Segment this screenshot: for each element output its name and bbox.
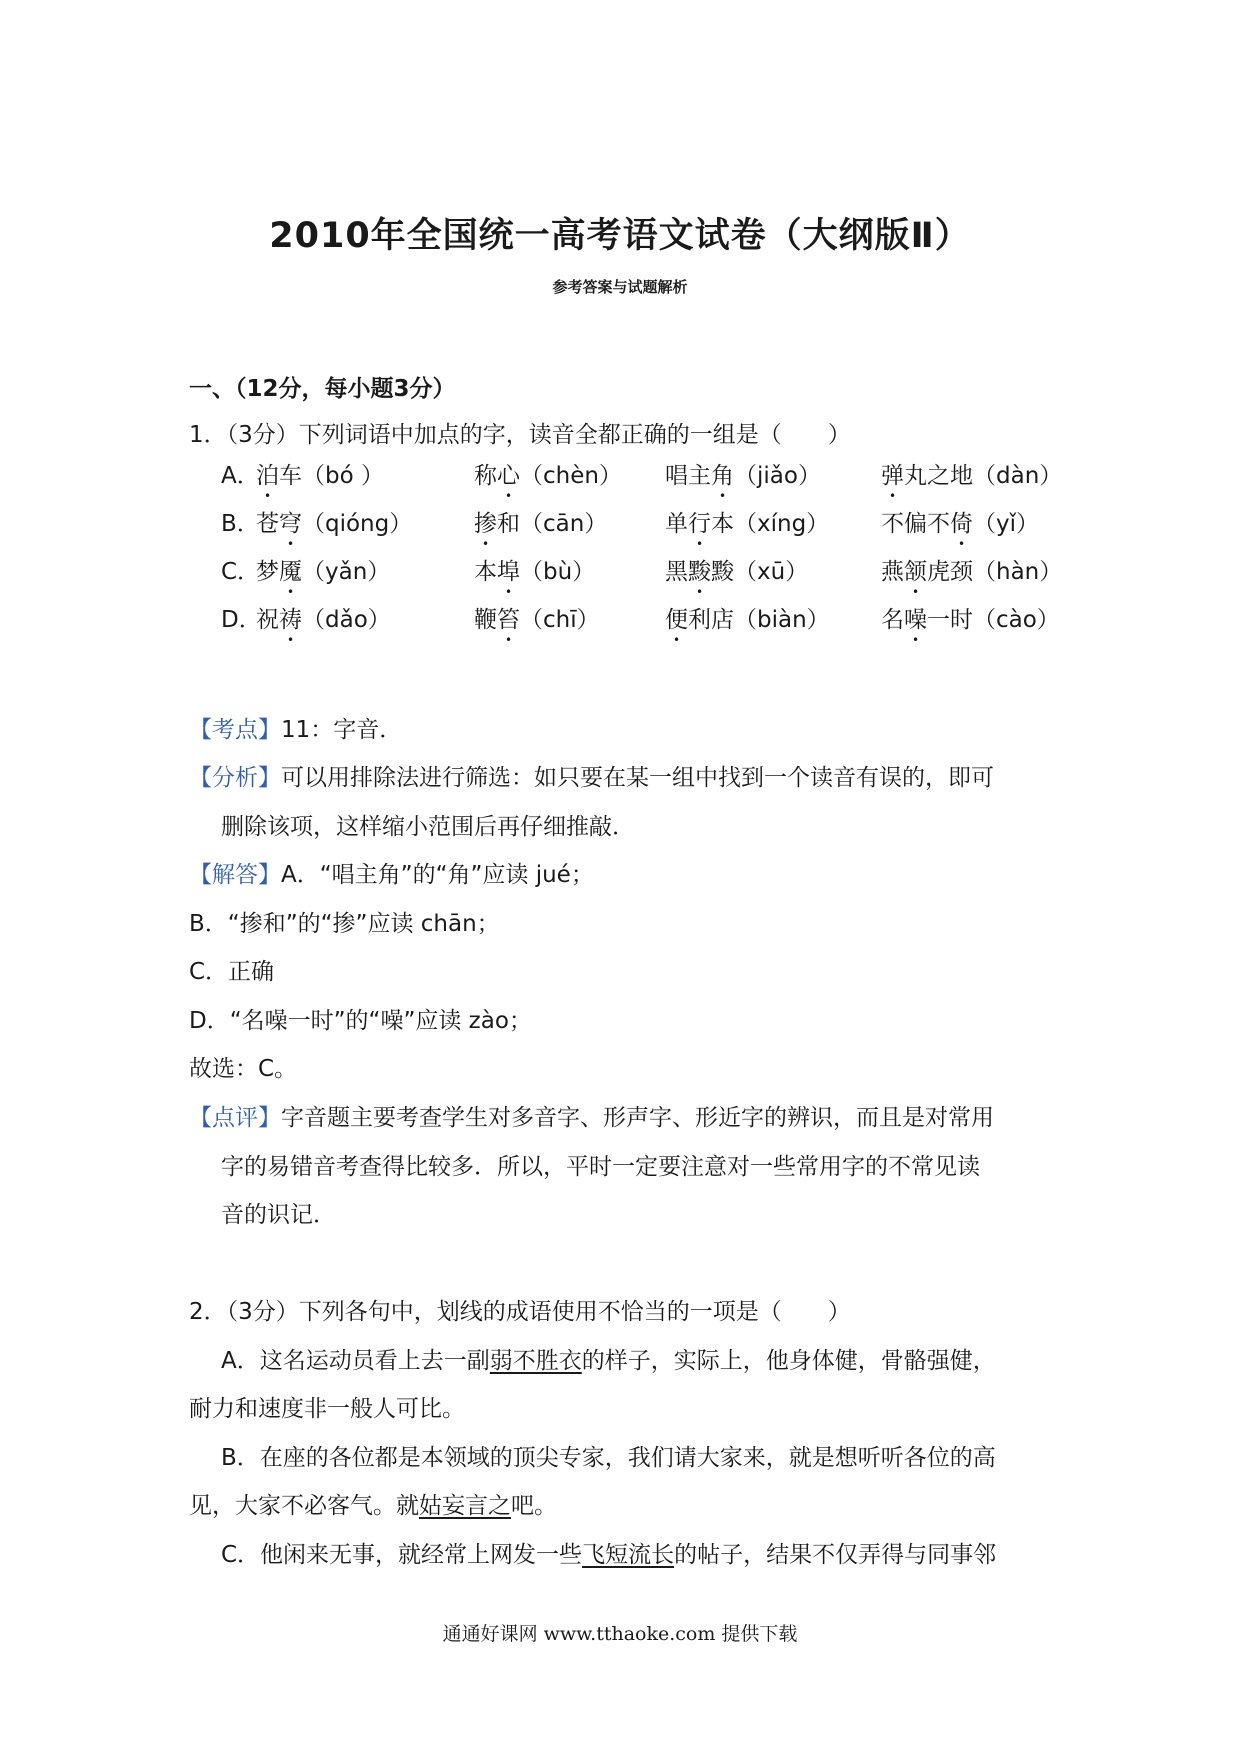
emphasized-char: 祷 [279, 607, 302, 633]
fenxi-text: 可以用排除法进行筛选：如只要在某一组中找到一个读音有误的，即可 [281, 765, 994, 791]
answer-d: D．“名噪一时”的“噪”应读 zào； [189, 1008, 532, 1034]
option-label: B． [221, 511, 260, 537]
option-word: 名噪一时（cào） [881, 607, 1060, 633]
emphasized-char: 行 [688, 511, 711, 537]
fenxi-line [189, 761, 994, 795]
emphasized-char: 泊 [256, 463, 279, 489]
emphasized-char: 角 [711, 463, 734, 489]
jieda-line [189, 858, 594, 892]
emphasized-char: 倚 [950, 511, 973, 537]
option-word: 梦魇（yǎn） [256, 559, 391, 585]
option-word: 掺和（cān） [474, 511, 608, 537]
question-2-option-b-cont [189, 1489, 557, 1523]
question-2-option-b: B．在座的各位都是本领域的顶尖专家，我们请大家来，就是想听听各位的高 [221, 1445, 996, 1471]
kaodian-line [189, 713, 402, 747]
option-word: 弹丸之地（dàn） [881, 463, 1063, 489]
dianping-text-2: 字的易错音考查得比较多．所以，平时一定要注意对一些常用字的不常见读 [221, 1154, 980, 1180]
answer-choice: 故选：C。 [189, 1056, 298, 1082]
section-heading: 一、（12分，每小题3分） [189, 376, 456, 402]
fenxi-tag: 【分析】 [189, 765, 281, 791]
answer-c: C．正确 [189, 959, 275, 985]
page-subtitle: 参考答案与试题解析 [552, 278, 688, 296]
question-1-option-row [0, 603, 1240, 637]
option-a-text-post: 的样子，实际上，他身体健，骨骼强健， [581, 1348, 996, 1374]
question-2-option-a [221, 1344, 996, 1378]
question-1-option-row [0, 507, 1240, 541]
dianping-text: 字音题主要考查学生对多音字、形声字、形近字的辨识，而且是对常用 [281, 1105, 994, 1131]
jieda-tag: 【解答】 [189, 862, 281, 888]
question-2-option-c [221, 1538, 996, 1572]
dianping-line [189, 1101, 994, 1135]
answer-b: B．“掺和”的“掺”应读 chān； [189, 911, 500, 937]
emphasized-char: 穹 [279, 511, 302, 537]
emphasized-char: 黢 [688, 559, 711, 585]
kaodian-text: 11：字音． [281, 717, 403, 743]
underlined-idiom-c: 飞短流长 [582, 1542, 675, 1568]
emphasized-char: 心 [497, 463, 520, 489]
option-b-text: 见，大家不必客气。就 [189, 1493, 419, 1519]
option-word: 单行本（xíng） [665, 511, 830, 537]
option-word: 不偏不倚（yǐ） [881, 511, 1040, 537]
emphasized-char: 笞 [497, 607, 520, 633]
option-b-text-post: 吧。 [511, 1493, 557, 1519]
underlined-idiom-b: 姑妄言之 [419, 1493, 511, 1519]
option-word: 燕颔虎颈（hàn） [881, 559, 1063, 585]
emphasized-char: 颔 [904, 559, 927, 585]
option-label: D． [221, 607, 262, 633]
option-c-text-post: 的帖子，结果不仅弄得与同事邻 [674, 1542, 997, 1568]
question-1-option-row [0, 555, 1240, 589]
option-word: 祝祷（dǎo） [256, 607, 391, 633]
option-word: 便利店（biàn） [665, 607, 830, 633]
option-a-text: A．这名运动员看上去一副 [221, 1348, 490, 1374]
option-label: A． [221, 463, 260, 489]
option-c-text: C．他闲来无事，就经常上网发一些 [221, 1542, 583, 1568]
option-word: 唱主角（jiǎo） [665, 463, 821, 489]
emphasized-char: 弹 [881, 463, 904, 489]
emphasized-char: 魇 [279, 559, 302, 585]
underlined-idiom-a: 弱不胜衣 [489, 1348, 582, 1374]
option-word: 称心（chèn） [474, 463, 622, 489]
kaodian-tag: 【考点】 [189, 717, 281, 743]
jieda-text: A．“唱主角”的“角”应读 jué； [281, 862, 594, 888]
option-label: C． [221, 559, 261, 585]
dianping-text-3: 音的识记． [221, 1202, 336, 1228]
emphasized-char: 掺 [474, 511, 497, 537]
footer-credit: 通通好课网 www.tthaoke.com 提供下载 [442, 1623, 798, 1645]
option-word: 苍穹（qióng） [256, 511, 413, 537]
option-word: 本埠（bù） [474, 559, 596, 585]
option-word: 鞭笞（chī） [474, 607, 600, 633]
fenxi-text-continued: 删除该项，这样缩小范围后再仔细推敲． [221, 814, 635, 840]
question-1-stem: 1．（3分）下列词语中加点的字，读音全都正确的一组是（ ） [189, 422, 851, 448]
option-word: 黑黢黢（xū） [665, 559, 809, 585]
question-1-option-row [0, 459, 1240, 493]
emphasized-char: 便 [665, 607, 688, 633]
option-word: 泊车（bó ） [256, 463, 384, 489]
dianping-tag: 【点评】 [189, 1105, 281, 1131]
emphasized-char: 噪 [904, 607, 927, 633]
question-2-option-a-cont: 耐力和速度非一般人可比。 [189, 1396, 465, 1422]
emphasized-char: 埠 [497, 559, 520, 585]
question-2-stem: 2．（3分）下列各句中，划线的成语使用不恰当的一项是（ ） [189, 1299, 851, 1325]
page-title: 2010年全国统一高考语文试卷（大纲版Ⅱ） [269, 216, 971, 256]
